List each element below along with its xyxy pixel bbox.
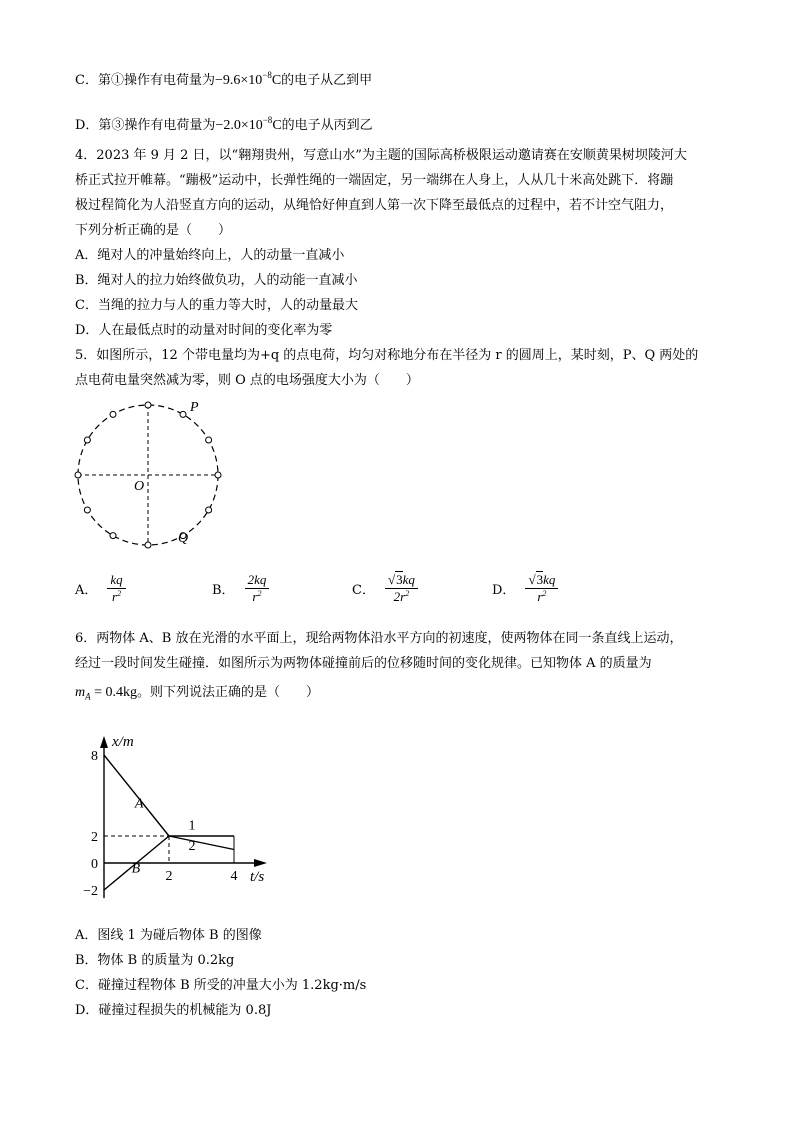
circle-charge-diagram	[70, 395, 240, 555]
y-axis-arrow	[100, 736, 108, 748]
x-axis-label: t/s	[250, 869, 265, 885]
q4-option-c: C．当绳的拉力与人的重力等大时，人的动量最大	[75, 298, 358, 313]
q5-option-c: C． $\frac{√3kq}{2r^2}$	[352, 572, 418, 605]
y-tick-label: 8	[91, 749, 98, 764]
q4-stem-line: 桥正式拉开帷幕。“蹦极”运动中，长弹性绳的一端固定，另一端绑在人身上，人从几十米高处跳下．将蹦	[75, 173, 674, 188]
series-label-A: A	[134, 796, 144, 812]
q3-option-d: D．第③操作有电荷量为$-2.0\times 10^{-8}C$的电子从丙到乙	[75, 115, 373, 133]
label-o: O	[134, 479, 145, 494]
y-tick-label: 2	[91, 830, 98, 845]
q4-option-d: D．人在最低点时的动量对时间的变化率为零	[75, 323, 333, 338]
point-charge	[110, 411, 116, 417]
series-label-B: B	[131, 861, 141, 877]
charge-value: $-9.6\times 10^{-8}C$	[214, 70, 282, 88]
q5-stem-line: 点电荷电量突然减为零，则 O 点的电场强度大小为（ ）	[75, 373, 419, 388]
point-charge	[145, 402, 151, 408]
q5-option-d: D． $\frac{√3kq}{r^2}$	[492, 572, 558, 605]
series-line-2	[169, 836, 234, 850]
point-charge	[84, 437, 90, 443]
xt-graph	[82, 730, 287, 915]
q4-stem-line: 下列分析正确的是（ ）	[75, 223, 232, 238]
y-axis-label: x/m	[112, 734, 134, 750]
x-axis-arrow	[254, 859, 267, 867]
q5-stem-line: 5．如图所示，12 个带电量均为+q 的点电荷，均匀对称地分布在半径为 r 的圆周上，某时刻，P、Q 两处的	[75, 348, 699, 363]
q6-mass-line: $m_A = 0.4kg$。则下列说法正确的是（ ）	[75, 685, 320, 702]
x-tick-label: 4	[230, 869, 238, 884]
q5-option-a: A． $\frac{kq}{r^2}$	[75, 572, 126, 605]
point-charge	[180, 411, 186, 417]
y-tick-label: 0	[91, 857, 98, 872]
q6-stem-line: 6．两物体 A、B 放在光滑的水平面上，现给两物体沿水平方向的初速度，使两物体在同一条直线上运动，	[75, 631, 683, 646]
q4-stem-line: 极过程简化为人沿竖直方向的运动，从绳恰好伸直到人第一次下降至最低点的过程中，若不计空气阻力，	[75, 198, 674, 213]
q5-option-b: B． $\frac{2kq}{r^2}$	[212, 572, 269, 605]
x-tick-label: 2	[165, 869, 173, 884]
q4-option-a: A．绳对人的冲量始终向上，人的动量一直减小	[75, 248, 345, 263]
point-charge	[110, 533, 116, 539]
q6-stem-line: 经过一段时间发生碰撞．如图所示为两物体碰撞前后的位移随时间的变化规律。已知物体 A 的质量为	[75, 656, 652, 671]
fraction: $\frac{√3kq}{2r^2}$	[385, 572, 418, 605]
q6-option-d: D．碰撞过程损失的机械能为 0.8J	[75, 1003, 272, 1018]
q6-option-b: B．物体 B 的质量为 0.2kg	[75, 953, 235, 968]
q6-option-a: A．图线 1 为碰后物体 B 的图像	[75, 928, 262, 943]
point-charge	[75, 472, 81, 478]
q6-option-c: C．碰撞过程物体 B 所受的冲量大小为 1.2kg·m/s	[75, 978, 367, 993]
charge-value: $-2.0\times 10^{-8}C$	[215, 115, 282, 133]
fraction: $\frac{kq}{r^2}$	[107, 572, 125, 605]
series-line-A	[104, 755, 169, 836]
fraction: $\frac{2kq}{r^2}$	[245, 572, 270, 605]
fraction: $\frac{√3kq}{r^2}$	[525, 572, 558, 605]
point-charge	[206, 437, 212, 443]
q3-option-c: C．第①操作有电荷量为$-9.6\times 10^{-8}C$的电子从乙到甲	[75, 70, 373, 88]
point-charge	[215, 472, 221, 478]
label-p: P	[190, 400, 199, 415]
point-charge	[206, 507, 212, 513]
point-charge	[145, 542, 151, 548]
label-q: Q	[178, 531, 189, 546]
point-charge	[84, 507, 90, 513]
q4-stem-line: 4．2023 年 9 月 2 日，以“翱翔贵州，写意山水”为主题的国际高桥极限运动邀请赛在安顺黄果树坝陵河大	[75, 148, 687, 163]
series-label-1: 1	[188, 818, 196, 834]
q4-option-b: B．绳对人的拉力始终做负功，人的动能一直减小	[75, 273, 358, 288]
series-label-2: 2	[188, 839, 196, 855]
y-tick-label: −2	[83, 884, 98, 899]
